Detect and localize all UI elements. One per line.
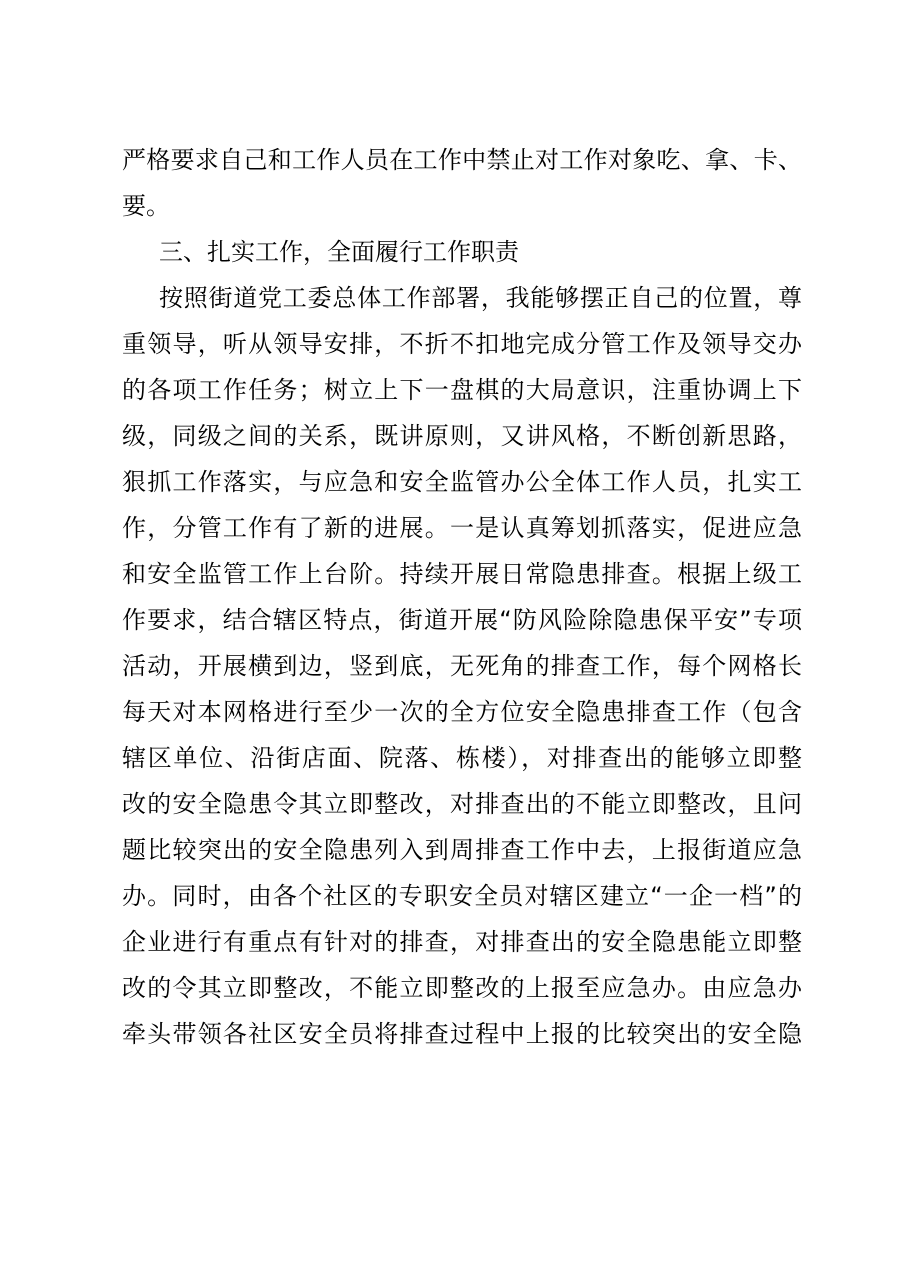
text-line: 重领导，听从领导安排，不折不扣地完成分管工作及领导交办 xyxy=(122,330,802,358)
text-line: 作要求，结合辖区特点，街道开展“防风险除隐患保平安”专项 xyxy=(122,606,802,634)
text-line: 改的安全隐患令其立即整改，对排查出的不能立即整改，且问 xyxy=(122,790,802,818)
text-line: 活动，开展横到边，竖到底，无死角的排查工作，每个网格长 xyxy=(122,652,802,680)
text-line: 作，分管工作有了新的进展。一是认真筹划抓落实，促进应急 xyxy=(122,514,802,542)
text-line: 题比较突出的安全隐患列入到周排查工作中去，上报街道应急 xyxy=(122,836,802,864)
text-line: 每天对本网格进行至少一次的全方位安全隐患排查工作（包含 xyxy=(122,698,802,726)
text-line: 牵头带领各社区安全员将排查过程中上报的比较突出的安全隐 xyxy=(122,1020,802,1048)
text-line: 狠抓工作落实，与应急和安全监管办公全体工作人员，扎实工 xyxy=(122,468,802,496)
text-line: 级，同级之间的关系，既讲原则，又讲风格，不断创新思路， xyxy=(122,422,802,450)
text-line: 严格要求自己和工作人员在工作中禁止对工作对象吃、拿、卡、 xyxy=(122,146,802,174)
text-line: 和安全监管工作上台阶。持续开展日常隐患排查。根据上级工 xyxy=(122,560,802,588)
text-line: 改的令其立即整改，不能立即整改的上报至应急办。由应急办 xyxy=(122,974,802,1002)
text-line: 的各项工作任务；树立上下一盘棋的大局意识，注重协调上下 xyxy=(122,376,802,404)
document-body xyxy=(122,137,802,1057)
section-heading: 三、扎实工作，全面履行工作职责 xyxy=(159,238,519,266)
text-line: 办。同时，由各个社区的专职安全员对辖区建立“一企一档”的 xyxy=(122,882,802,910)
text-line: 按照街道党工委总体工作部署，我能够摆正自己的位置，尊 xyxy=(159,284,802,312)
text-line: 辖区单位、沿街店面、院落、栋楼），对排查出的能够立即整 xyxy=(122,744,802,772)
text-line: 企业进行有重点有针对的排查，对排查出的安全隐患能立即整 xyxy=(122,928,802,956)
text-line: 要。 xyxy=(122,192,170,220)
